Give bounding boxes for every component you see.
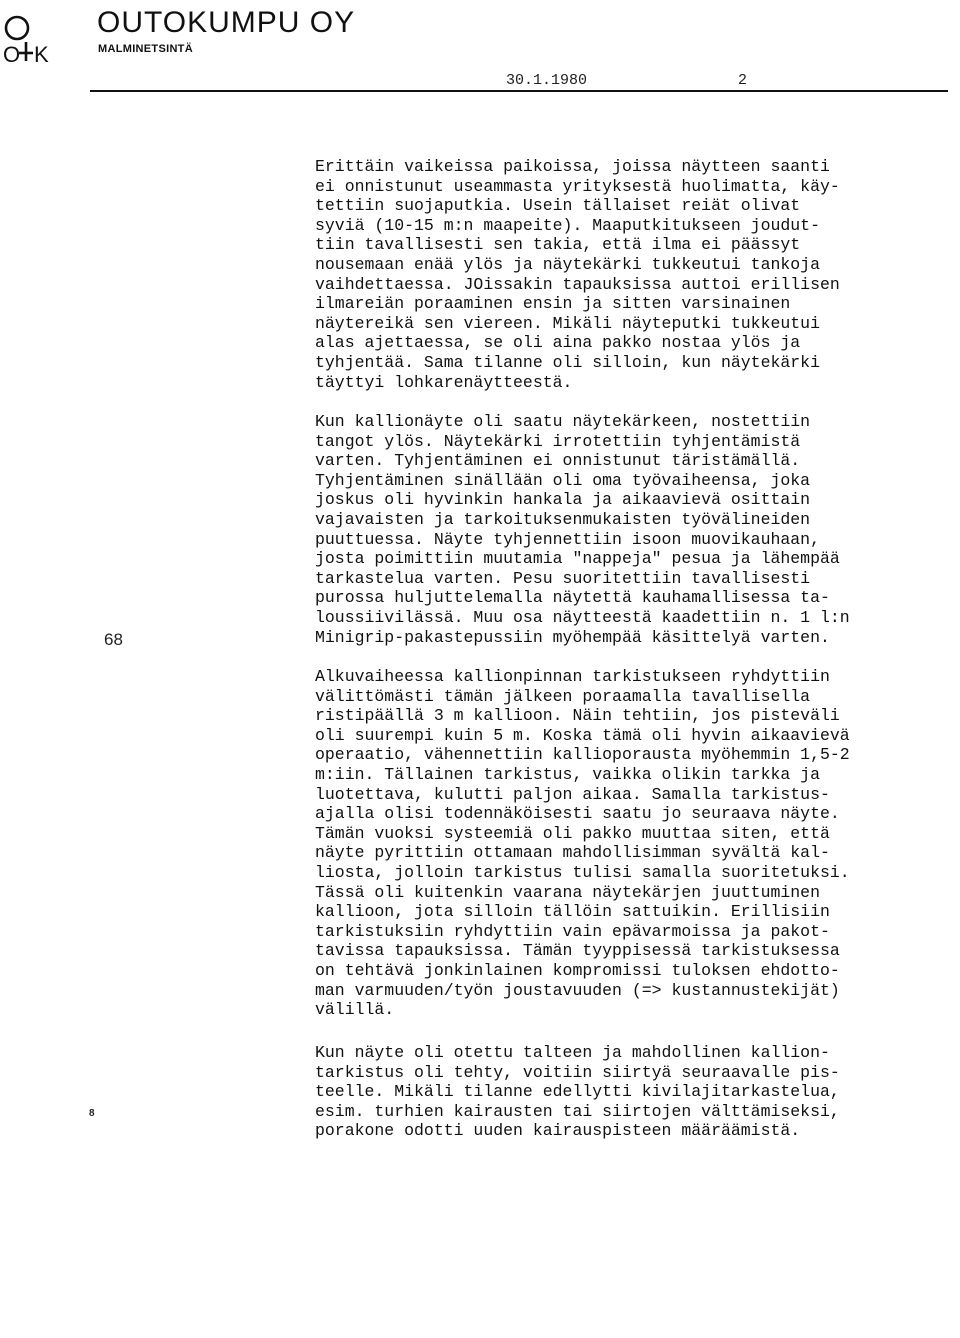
paragraph-naytteen-tyhjennys: Kun kallionäyte oli saatu näytekärkeen, nostettiin tangot ylös. Näytekärki irrotettiin tyhjentämistä varten. Tyhjentäminen ei onnistunut täristämällä. Tyhjentäminen sinällään oli oma työvaiheensa, joka joskus oli hyvinkin hankala ja aikaavievä osittain vajavaisten ja tarkoituksenmukaisten työvälineiden puuttuessa. Näyte tyhjennettiin isoon muovikauhaan, josta poimittiin muutamia "nappeja" pesua ja lähempää tarkastelua varten. Pesu suoritettiin tavallisesti purossa huljuttelemalla näytettä kauhamallisessa ta- loussiivilässä. Muu osa näytteestä kaadettiin n. 1 l:n Minigrip-pakastepussiin myöhempää käsittelyä varten. xyxy=(315,412,850,647)
company-name: OUTOKUMPU OY xyxy=(97,6,356,39)
svg-text:K: K xyxy=(34,42,49,64)
margin-mark: 8 xyxy=(89,1108,95,1119)
page-number: 2 xyxy=(738,72,748,89)
paragraph-siirtyminen: Kun näyte oli otettu talteen ja mahdollinen kallion- tarkistus oli tehty, voitiin siirtyä seuraavalle pis- teelle. Mikäli tilanne edellytti kivilajitarkastelua, esim. turhien kairausten tai siirtojen välttämiseksi, porakone odotti uuden kairauspisteen määräämistä. xyxy=(315,1043,840,1141)
paragraph-suojaputket: Erittäin vaikeissa paikoissa, joissa näytteen saanti ei onnistunut useammasta yrityksestä huolimatta, käy- tettiin suojaputkia. Usein tällaiset reiät olivat syviä (10-15 m:n maapeite). Maaputkitukseen joudut- tiin tavallisesti sen takia, että ilma ei päässyt nousemaan enää ylös ja näytekärki tukkeutui tankoja vaihdettaessa. JOissakin tapauksissa auttoi erillisen ilmareiän poraaminen ensin ja sitten varsinainen näytereikä sen viereen. Mikäli näyteputki tukkeutui alas ajettaessa, se oli aina pakko nostaa ylös ja tyhjentää. Sama tilanne oli silloin, kun näytekärki täyttyi lohkarenäytteestä. xyxy=(315,157,840,392)
letterhead xyxy=(0,0,960,100)
margin-number: 68 xyxy=(104,630,123,649)
outokumpu-logo-icon xyxy=(2,12,92,64)
paragraph-kallionpinnan-tarkistus: Alkuvaiheessa kallionpinnan tarkistukseen ryhdyttiin välittömästi tämän jälkeen poraamalla tavallisella ristipäällä 3 m kallioon. Näin tehtiin, jos pisteväli oli suurempi kuin 5 m. Koska tämä oli hyvin aikaavievä operaatio, vähennettiin kallioporausta myöhemmin 1,5-2 m:iin. Tällainen tarkistus, vaikka olikin tarkka ja luotettava, kulutti paljon aikaa. Samalla tarkistus- ajalla olisi todennäköisesti saatu jo seuraava näyte. Tämän vuoksi systeemiä oli pakko muuttaa siten, että näyte pyrittiin ottamaan mahdollisimman syvältä kal- liosta, jolloin tarkistus tulisi samalla suoritetuksi. Tässä oli kuitenkin vaarana näytekärjen juuttuminen kallioon, jota silloin tällöin sattuikin. Erillisiin tarkistuksiin ryhdyttiin vain epävarmoissa ja pakot- tavissa tapauksissa. Tämän tyyppisessä tarkistuksessa on tehtävä jonkinlainen kompromissi tuloksen ehdotto- man varmuuden/työn joustavuuden (=> kustannustekijät) välillä. xyxy=(315,667,850,1020)
header-rule xyxy=(90,90,948,92)
department-name: MALMINETSINTÄ xyxy=(98,43,193,55)
document-date: 30.1.1980 xyxy=(506,72,588,89)
svg-text:O: O xyxy=(3,42,21,64)
